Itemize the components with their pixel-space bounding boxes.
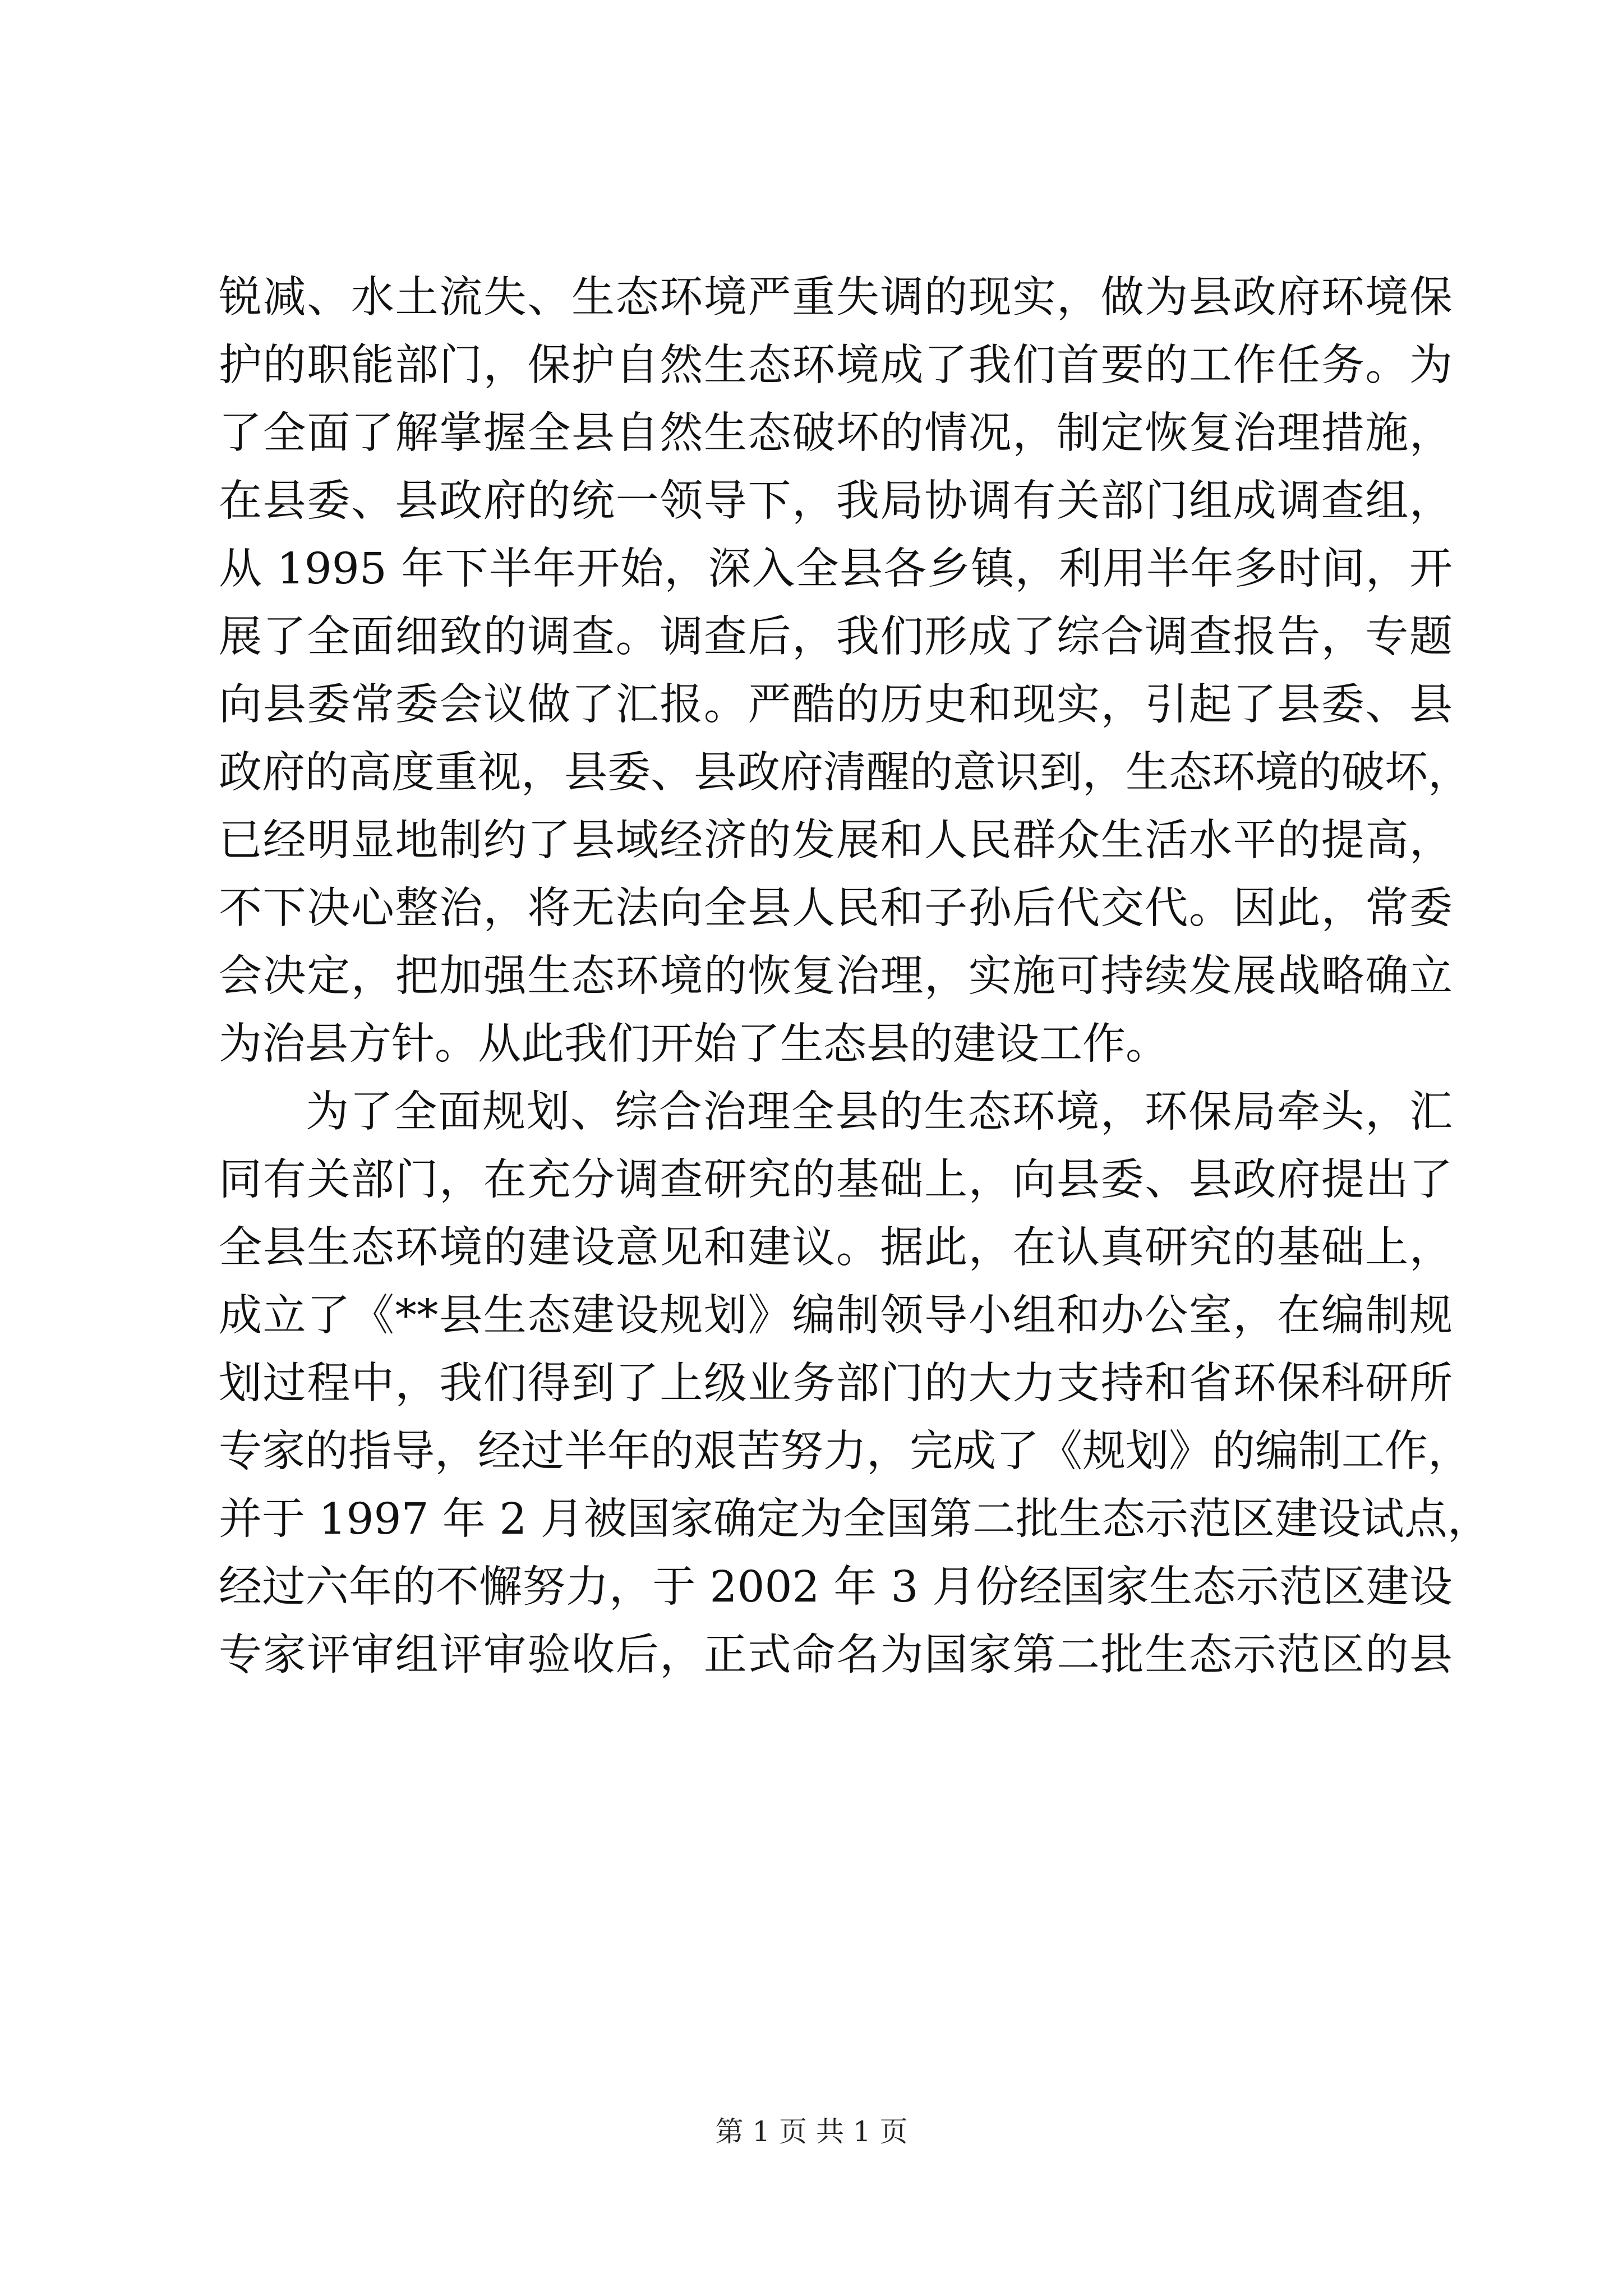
text-line: 了全面了解掌握全县自然生态破坏的情况，制定恢复治理措施， [219,408,1453,458]
text-line: 从 1995 年下半年开始，深入全县各乡镇，利用半年多时间，开 [219,544,1453,594]
text-line: 展了全面细致的调查。调查后，我们形成了综合调查报告，专题 [219,612,1453,662]
text-line: 全县生态环境的建设意见和建议。据此，在认真研究的基础上， [219,1223,1453,1273]
text-line: 锐减、水土流失、生态环境严重失调的现实，做为县政府环境保 [219,273,1453,323]
text-line: 护的职能部门，保护自然生态环境成了我们首要的工作任务。为 [219,341,1453,390]
text-line: 已经明显地制约了县域经济的发展和人民群众生活水平的提高， [219,816,1453,866]
text-line: 同有关部门，在充分调查研究的基础上，向县委、县政府提出了 [219,1155,1453,1205]
text-line: 专家评审组评审验收后，正式命名为国家第二批生态示范区的县 [219,1630,1453,1680]
text-line: 在县委、县政府的统一领导下，我局协调有关部门组成调查组， [219,476,1453,526]
text-line: 会决定，把加强生态环境的恢复治理，实施可持续发展战略确立 [219,951,1453,1001]
text-line: 划过程中，我们得到了上级业务部门的大力支持和省环保科研所 [219,1359,1453,1409]
paragraph-first-line: 为了全面规划、综合治理全县的生态环境，环保局牵头，汇 [306,1087,1453,1137]
body-text [219,264,1491,1689]
page-footer: 第 1 页 共 1 页 [715,2115,908,2148]
text-line: 成立了《**县生态建设规划》编制领导小组和办公室，在编制规 [219,1291,1453,1341]
text-line: 并于 1997 年 2 月被国家确定为全国第二批生态示范区建设试点， [219,1494,1491,1544]
text-line: 向县委常委会议做了汇报。严酷的历史和现实，引起了县委、县 [219,680,1453,730]
text-line: 专家的指导，经过半年的艰苦努力，完成了《规划》的编制工作， [219,1427,1471,1476]
text-line: 不下决心整治，将无法向全县人民和子孙后代交代。因此，常委 [219,884,1453,933]
text-line: 经过六年的不懈努力，于 2002 年 3 月份经国家生态示范区建设 [219,1562,1453,1612]
text-line: 政府的高度重视，县委、县政府清醒的意识到，生态环境的破坏， [219,748,1471,798]
text-line: 为治县方针。从此我们开始了生态县的建设工作。 [219,1019,1169,1069]
